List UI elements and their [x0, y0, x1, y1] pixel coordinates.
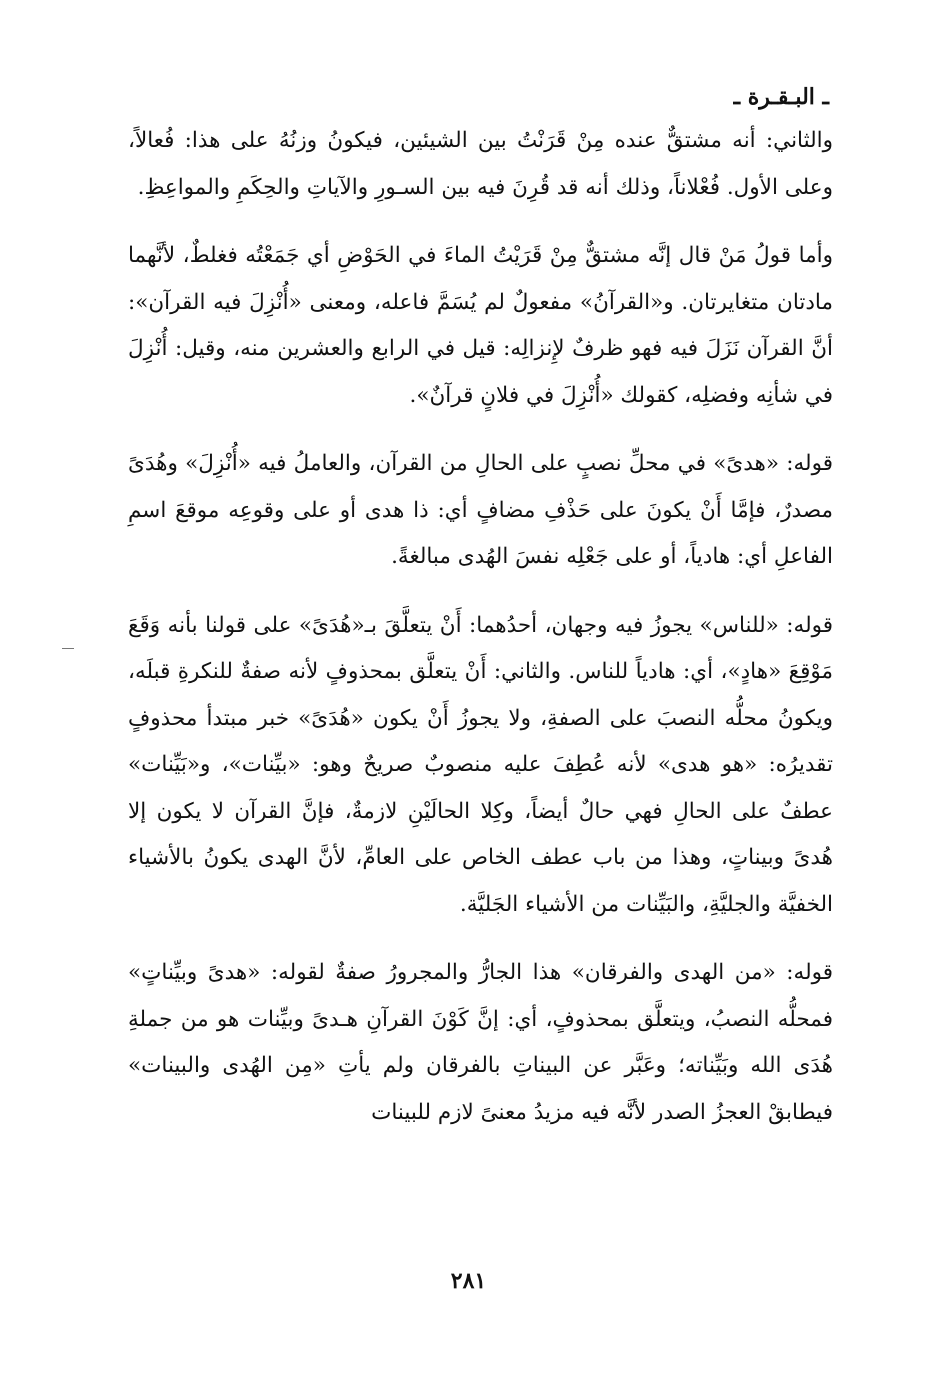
paragraph-4: قوله: «للناس» يجوزُ فيه وجهان، أحدُهما: أَنْ يتعلَّقَ بـ«هُدَىً» على قولنا بأنه وَقَعَ مَوْقِعَ «هادٍ»، أي: هادياً للناس. والثاني: أَنْ يتعلَّق بمحذوفٍ لأنه صفةٌ للنكرةِ قبلَه، ويكونُ محلُّه النصبَ على الصفةِ، ولا يجوزُ أَنْ يكون «هُدَىً» خبر مبتدأ محذوفٍ تقديرُه: «هو هدى» لأنه عُطِفَ عليه منصوبٌ صريحٌ وهو: «بيِّنات»، و«بَيِّنات» عطفٌ على الحالِ فهي حالٌ أيضاً، وكِلا الحالَيْنِ لازمةٌ، فإنَّ القرآن لا يكون إلا هُدىً وبيناتٍ، وهذا من باب عطف الخاص على العامِّ، لأنَّ الهدى يكونُ بالأشياء الخفيَّة والجليَّةِ، والبَيِّنات من الأشياء الجَليَّة.: [128, 612, 833, 917]
page-number: ٢٨١: [450, 1268, 487, 1294]
body-text: [128, 118, 833, 1136]
running-header: ـ البـقـرة ـ: [733, 84, 829, 110]
paragraph-5: قوله: «من الهدى والفرقان» هذا الجارُّ والمجرورُ صفةٌ لقوله: «هدىً وبيِّناتٍ» فمحلُّه النصبُ، ويتعلَّق بمحذوفٍ، أي: إنَّ كَوْنَ القرآنِ هـدىً وبيِّنات هو من جملةِ هُدَى الله وبَيِّناته؛ وعَبَّر عن البيناتِ بالفرقان ولم يأتِ «مِن الهُدى والبينات» فيطابقْ العجزُ الصدر لأنَّه فيه مزيدُ معنىً لازم للبينات: [128, 960, 833, 1125]
margin-mark: [62, 648, 74, 649]
paragraph-3: قوله: «هدىً» في محلِّ نصبٍ على الحالِ من القرآن، والعاملُ فيه «أُنْزِلَ» وهُدَىً مصدرٌ، فإمَّا أَنْ يكونَ على حَذْفِ مضافٍ أي: ذا هدى أو على وقوعِه موقعَ اسمِ الفاعلِ أي: هادياً، أو على جَعْلِه نفسَ الهُدى مبالغةً.: [128, 451, 833, 569]
paragraph-1: والثاني: أنه مشتقٌّ عنده مِنْ قَرَنْتُ بين الشيئين، فيكونُ وزنُهُ على هذا: فُعالاً، وعلى الأول. فُعْلاناً، وذلك أنه قد قُرِنَ فيه بين السـورِ والآياتِ والحِكَمِ والمواعِظِ.: [128, 128, 833, 200]
paragraph-2: وأما قولُ مَنْ قال إنَّه مشتقٌّ مِنْ قَرَيْتُ الماءَ في الحَوْضِ أي جَمَعْتُه فغلطٌ، لأنَّهما مادتان متغايرتان. و«القرآنُ» مفعولٌ لم يُسَمَّ فاعله، ومعنى «أُنْزِلَ فيه القرآن»: أنَّ القرآن نَزَلَ فيه فهو ظرفٌ لإِنزالِه: قيل في الرابع والعشرين منه، وقيل: أُنْزِلَ في شأنِه وفضلِه، كقولك «أُنْزِلَ في فلانٍ قرآنٌ».: [128, 243, 833, 408]
